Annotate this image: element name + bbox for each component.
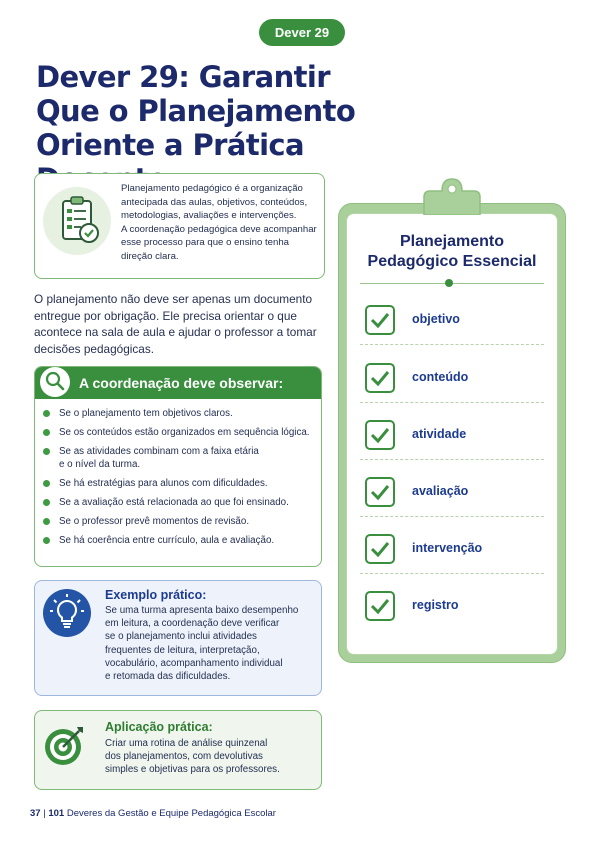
- list-item-text: Se as atividades combinam com a faixa etária: [59, 446, 259, 457]
- intro-line: A coordenação pedagógica deve acompanhar: [121, 223, 317, 235]
- book-count: 101: [48, 808, 65, 819]
- example-line: vocabulário, acompanhamento individual: [105, 657, 283, 669]
- list-item: [43, 407, 318, 420]
- checklist-title: [346, 232, 558, 272]
- checklist-item: [360, 359, 544, 415]
- page-title: Dever 29: Garantir Que o Planejamento Oriente a Prática: [36, 60, 356, 162]
- example-line: Se uma turma apresenta baixo desempenho: [105, 605, 299, 616]
- example-title: Exemplo prático:: [105, 588, 207, 602]
- list-item-text: Se há estratégias para alunos com dificuldades.: [59, 478, 268, 489]
- observe-list: [43, 407, 318, 547]
- example-line: em leitura, a coordenação deve verificar: [105, 618, 280, 630]
- list-item-text: Se a avaliação está relacionada ao que foi ensinado.: [59, 497, 289, 508]
- intro-line: direção clara.: [121, 250, 179, 262]
- example-line: frequentes de leitura, interpretação,: [105, 644, 260, 656]
- magnifier-icon: [39, 366, 71, 398]
- checklist-label: atividade: [412, 427, 467, 441]
- checklist-item: [360, 301, 544, 357]
- checklist-item: [360, 530, 544, 586]
- checklist-label: objetivo: [412, 312, 460, 326]
- dashed-divider: [360, 344, 544, 345]
- paragraph-line: acontece na sala de aula e ajudar o professor a tomar: [34, 325, 317, 339]
- clipboard-clip-icon: [414, 175, 490, 215]
- page-footer: [30, 808, 276, 819]
- example-line: e retomada das dificuldades.: [105, 671, 231, 683]
- application-line: simples e objetivas para os professores.: [105, 764, 280, 776]
- observe-box: [34, 366, 322, 567]
- list-item: [43, 477, 318, 490]
- application-line: Criar uma rotina de análise quinzenal: [105, 738, 268, 749]
- checklist-item: [360, 416, 544, 472]
- checklist-label: intervenção: [412, 541, 483, 555]
- check-icon: [365, 477, 395, 507]
- target-icon: [41, 721, 89, 769]
- list-item-text: Se o professor prevê momentos de revisão.: [59, 516, 250, 527]
- list-item-text: Se os conteúdos estão organizados em sequência lógica.: [59, 427, 310, 438]
- list-item-text: Se o planejamento tem objetivos claros.: [59, 408, 233, 419]
- list-item-text: e o nível da turma.: [59, 459, 141, 470]
- checklist-item: [360, 587, 544, 643]
- list-item: [43, 515, 318, 528]
- observe-header: [35, 367, 321, 399]
- body-paragraph: [34, 291, 324, 357]
- clipboard-check-icon: [43, 187, 111, 255]
- page-number: 37: [30, 808, 41, 819]
- checklist-title-line: Pedagógico Essencial: [367, 253, 537, 270]
- check-icon: [365, 363, 395, 393]
- check-icon: [365, 534, 395, 564]
- chapter-badge: Dever 29: [259, 19, 345, 46]
- paragraph-line: entregue por obrigação. Ele precisa orientar o que: [34, 308, 297, 323]
- lightbulb-icon: [43, 589, 91, 637]
- checklist-label: conteúdo: [412, 370, 469, 384]
- footer-separator: |: [43, 808, 46, 819]
- list-item-text: Se há coerência entre currículo, aula e avaliação.: [59, 535, 275, 546]
- book-title: Deveres da Gestão e Equipe Pedagógica Escolar: [66, 808, 276, 819]
- list-item: [43, 496, 318, 509]
- intro-line: antecipada das aulas, objetivos, conteúdos,: [121, 196, 308, 208]
- checklist-label: avaliação: [412, 484, 469, 498]
- example-text: [105, 604, 319, 683]
- checklist-item: [360, 473, 544, 529]
- application-text: [105, 737, 319, 777]
- application-title: Aplicação prática:: [105, 720, 213, 734]
- observe-title: A coordenação deve observar:: [79, 375, 284, 391]
- intro-box: [34, 173, 325, 279]
- paragraph-line: decisões pedagógicas.: [34, 341, 155, 356]
- checklist-label: registro: [412, 598, 459, 612]
- dashed-divider: [360, 402, 544, 403]
- dashed-divider: [360, 573, 544, 574]
- divider-dot: [445, 279, 453, 287]
- list-item: [43, 426, 318, 439]
- dashed-divider: [360, 516, 544, 517]
- list-item: [43, 445, 318, 471]
- intro-line: esse processo para que o ensino tenha: [121, 237, 290, 249]
- intro-line: Planejamento pedagógico é a organização: [121, 183, 303, 194]
- checklist-title-line: Planejamento: [399, 233, 505, 250]
- list-item: [43, 534, 318, 547]
- example-box: [34, 580, 322, 696]
- intro-line: metodologias, avaliações e intervenções.: [121, 210, 297, 222]
- intro-text: [121, 182, 321, 264]
- check-icon: [365, 305, 395, 335]
- application-box: [34, 710, 322, 790]
- paragraph-line: O planejamento não deve ser apenas um documento: [34, 292, 313, 306]
- check-icon: [365, 591, 395, 621]
- example-line: se o planejamento inclui atividades: [105, 631, 257, 643]
- application-line: dos planejamentos, com devolutivas: [105, 751, 263, 763]
- check-icon: [365, 420, 395, 450]
- dashed-divider: [360, 459, 544, 460]
